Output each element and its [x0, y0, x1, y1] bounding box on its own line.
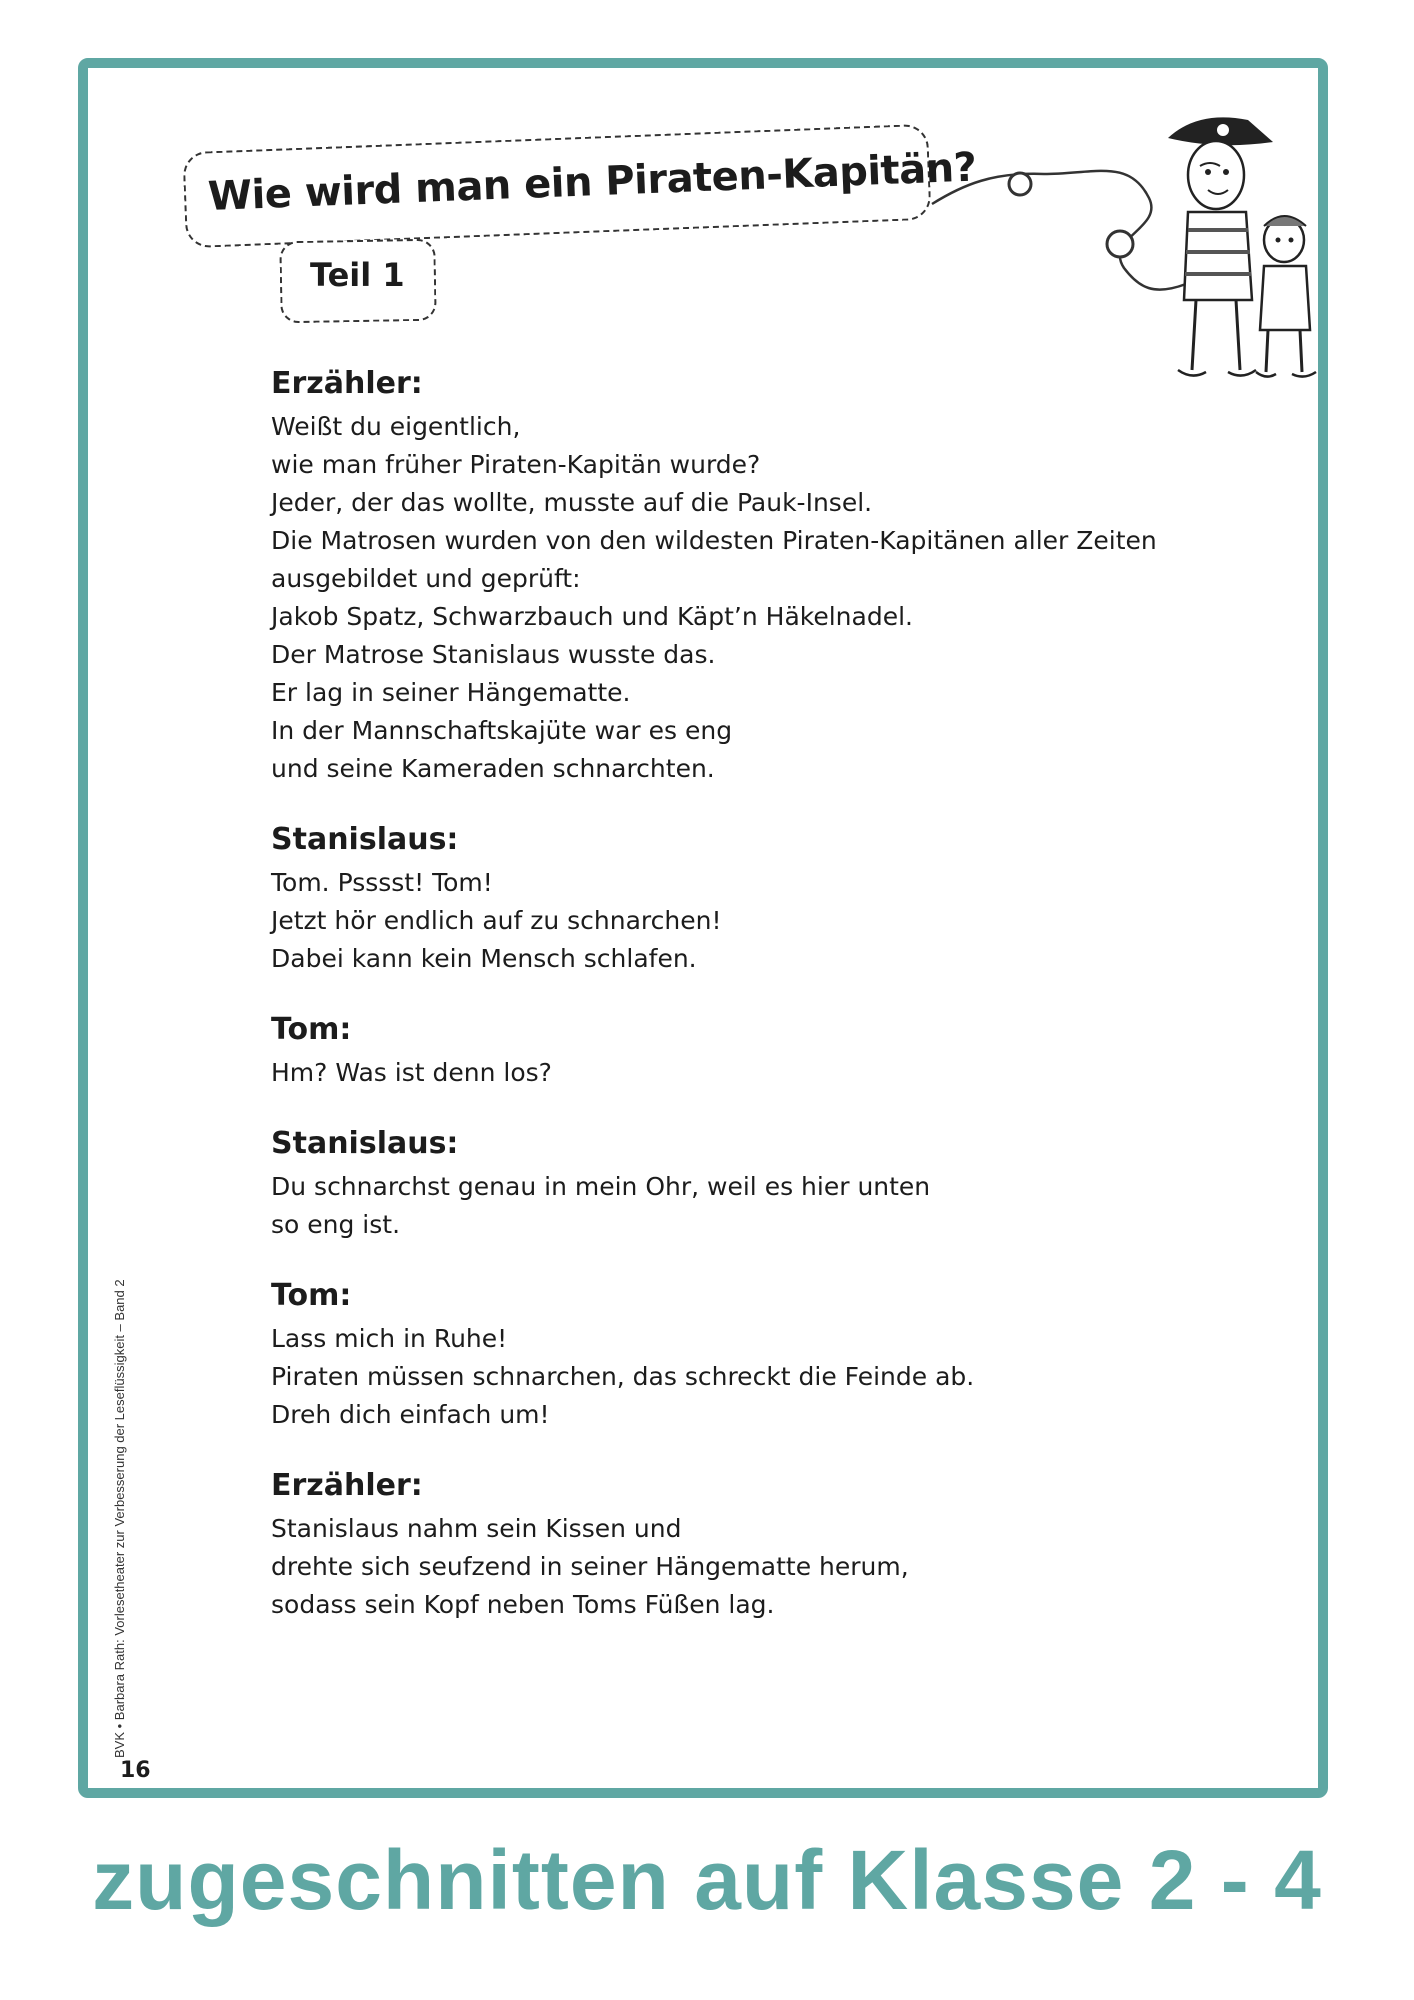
dialogue-block	[271, 1468, 1271, 1624]
speaker-name: Tom:	[271, 1012, 352, 1047]
dialogue-line: und seine Kameraden schnarchten.	[271, 754, 715, 783]
dialogue-line: drehte sich seufzend in seiner Hängematte herum,	[271, 1552, 909, 1581]
dialogue-line: Jakob Spatz, Schwarzbauch und Käpt’n Häkelnadel.	[271, 602, 913, 631]
dialogue-line: Die Matrosen wurden von den wildesten Piraten-Kapitänen aller Zeiten	[271, 526, 1157, 555]
speaker-name: Tom:	[271, 1278, 352, 1313]
dialogue-line: wie man früher Piraten-Kapitän wurde?	[271, 450, 761, 479]
script-body	[271, 366, 1271, 1658]
speaker-name: Erzähler:	[271, 1468, 423, 1503]
part-label: Teil 1	[310, 256, 405, 294]
dialogue-block	[271, 1126, 1271, 1244]
dialogue-block	[271, 1278, 1271, 1434]
dialogue-block	[271, 822, 1271, 978]
dialogue-line: so eng ist.	[271, 1210, 401, 1239]
dialogue-line: Jeder, der das wollte, musste auf die Pauk-Insel.	[271, 488, 873, 517]
publisher-note: BVK • Barbara Rath: Vorlesetheater zur Verbesserung der Leseflüssigkeit – Band 2	[112, 1279, 127, 1758]
dialogue-line: Jetzt hör endlich auf zu schnarchen!	[271, 906, 722, 935]
dialogue-line: Tom. Psssst! Tom!	[271, 868, 493, 897]
dialogue-line: Lass mich in Ruhe!	[271, 1324, 508, 1353]
dialogue-line: Dabei kann kein Mensch schlafen.	[271, 944, 697, 973]
dialogue-line: Piraten müssen schnarchen, das schreckt die Feinde ab.	[271, 1362, 975, 1391]
page-number: 16	[120, 1758, 151, 1783]
worksheet-frame	[78, 58, 1328, 1798]
dialogue-line: Stanislaus nahm sein Kissen und	[271, 1514, 682, 1543]
pirate-illustration	[1128, 80, 1328, 390]
speaker-name: Stanislaus:	[271, 822, 459, 857]
grade-banner: zugeschnitten auf Klasse 2 - 4	[92, 1833, 1322, 1927]
dialogue-line: sodass sein Kopf neben Toms Füßen lag.	[271, 1590, 775, 1619]
dialogue-line: Weißt du eigentlich,	[271, 412, 521, 441]
dialogue-line: ausgebildet und geprüft:	[271, 564, 581, 593]
dialogue-block	[271, 366, 1271, 788]
dialogue-line: Hm? Was ist denn los?	[271, 1058, 552, 1087]
dialogue-line: Er lag in seiner Hängematte.	[271, 678, 631, 707]
page-title: Wie wird man ein Piraten-Kapitän?	[207, 144, 978, 220]
dialogue-block	[271, 1012, 1271, 1092]
dialogue-line: In der Mannschaftskajüte war es eng	[271, 716, 733, 745]
speaker-name: Stanislaus:	[271, 1126, 459, 1161]
speaker-name: Erzähler:	[271, 366, 423, 401]
dialogue-line: Du schnarchst genau in mein Ohr, weil es hier unten	[271, 1172, 931, 1201]
dialogue-line: Dreh dich einfach um!	[271, 1400, 550, 1429]
dialogue-line: Der Matrose Stanislaus wusste das.	[271, 640, 716, 669]
